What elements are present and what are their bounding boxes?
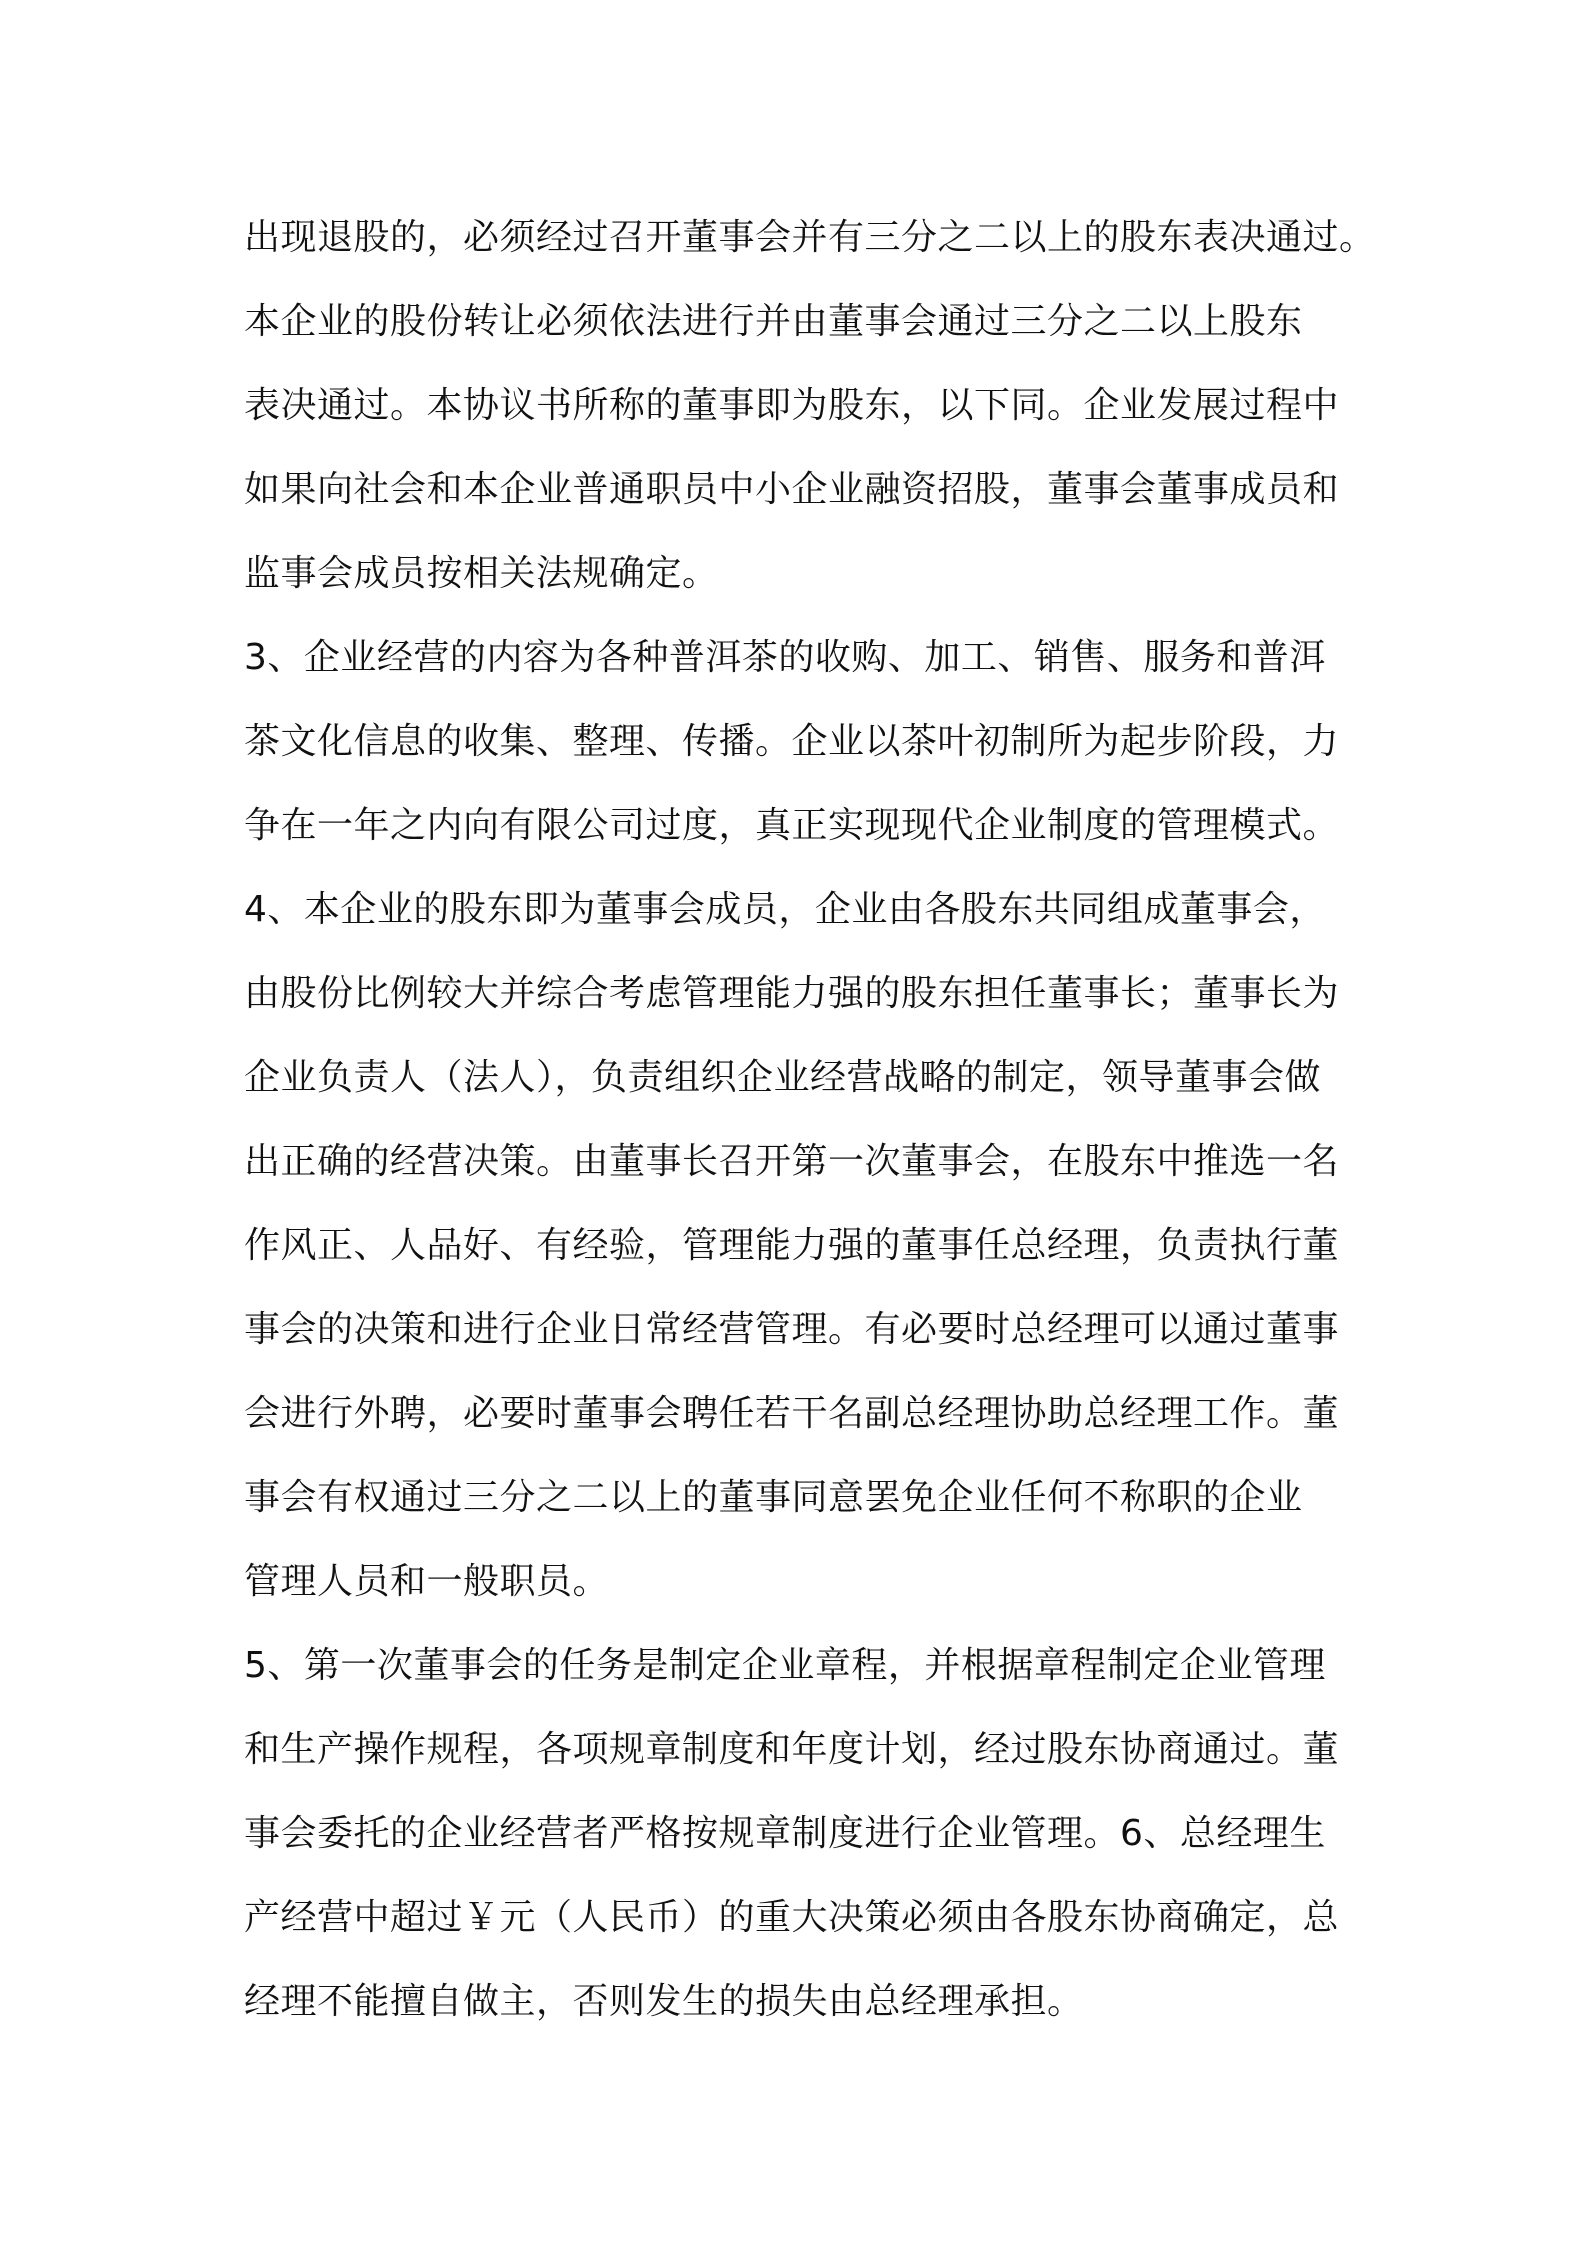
text-line: 企业负责人（法人），负责组织企业经营战略的制定，领导董事会做: [244, 1057, 1322, 1098]
text-line: 事会有权通过三分之二以上的董事同意罢免企业任何不称职的企业: [244, 1477, 1303, 1518]
text-line: 争在一年之内向有限公司过度，真正实现现代企业制度的管理模式。: [244, 805, 1340, 846]
text-line: 出现退股的，必须经过召开董事会并有三分之二以上的股东表决通过。: [244, 217, 1376, 258]
text-line: 本企业的股份转让必须依法进行并由董事会通过三分之二以上股东: [244, 301, 1303, 342]
body-text: [244, 196, 1394, 2044]
text-line: 5、第一次董事会的任务是制定企业章程，并根据章程制定企业管理: [244, 1645, 1326, 1686]
text-line: 经理不能擅自做主，否则发生的损失由总经理承担。: [244, 1981, 1084, 2022]
text-line: 茶文化信息的收集、整理、传播。企业以茶叶初制所为起步阶段，力: [244, 721, 1340, 762]
text-line: 出正确的经营决策。由董事长召开第一次董事会，在股东中推选一名: [244, 1141, 1340, 1182]
text-line: 如果向社会和本企业普通职员中小企业融资招股，董事会董事成员和: [244, 469, 1340, 510]
text-line: 作风正、人品好、有经验，管理能力强的董事任总经理，负责执行董: [244, 1225, 1340, 1266]
text-line: 事会委托的企业经营者严格按规章制度进行企业管理。6、总经理生: [244, 1813, 1326, 1854]
text-line: 和生产操作规程，各项规章制度和年度计划，经过股东协商通过。董: [244, 1729, 1340, 1770]
text-line: 产经营中超过￥元（人民币）的重大决策必须由各股东协商确定，总: [244, 1897, 1340, 1938]
text-line: 由股份比例较大并综合考虑管理能力强的股东担任董事长；董事长为: [244, 973, 1340, 1014]
text-line: 监事会成员按相关法规确定。: [244, 553, 719, 594]
text-line: 3、企业经营的内容为各种普洱茶的收购、加工、销售、服务和普洱: [244, 637, 1326, 678]
text-line: 管理人员和一般职员。: [244, 1561, 610, 1602]
text-line: 表决通过。本协议书所称的董事即为股东，以下同。企业发展过程中: [244, 385, 1340, 426]
text-line: 4、本企业的股东即为董事会成员，企业由各股东共同组成董事会，: [244, 889, 1326, 930]
text-line: 会进行外聘，必要时董事会聘任若干名副总经理协助总经理工作。董: [244, 1393, 1340, 1434]
text-line: 事会的决策和进行企业日常经营管理。有必要时总经理可以通过董事: [244, 1309, 1340, 1350]
